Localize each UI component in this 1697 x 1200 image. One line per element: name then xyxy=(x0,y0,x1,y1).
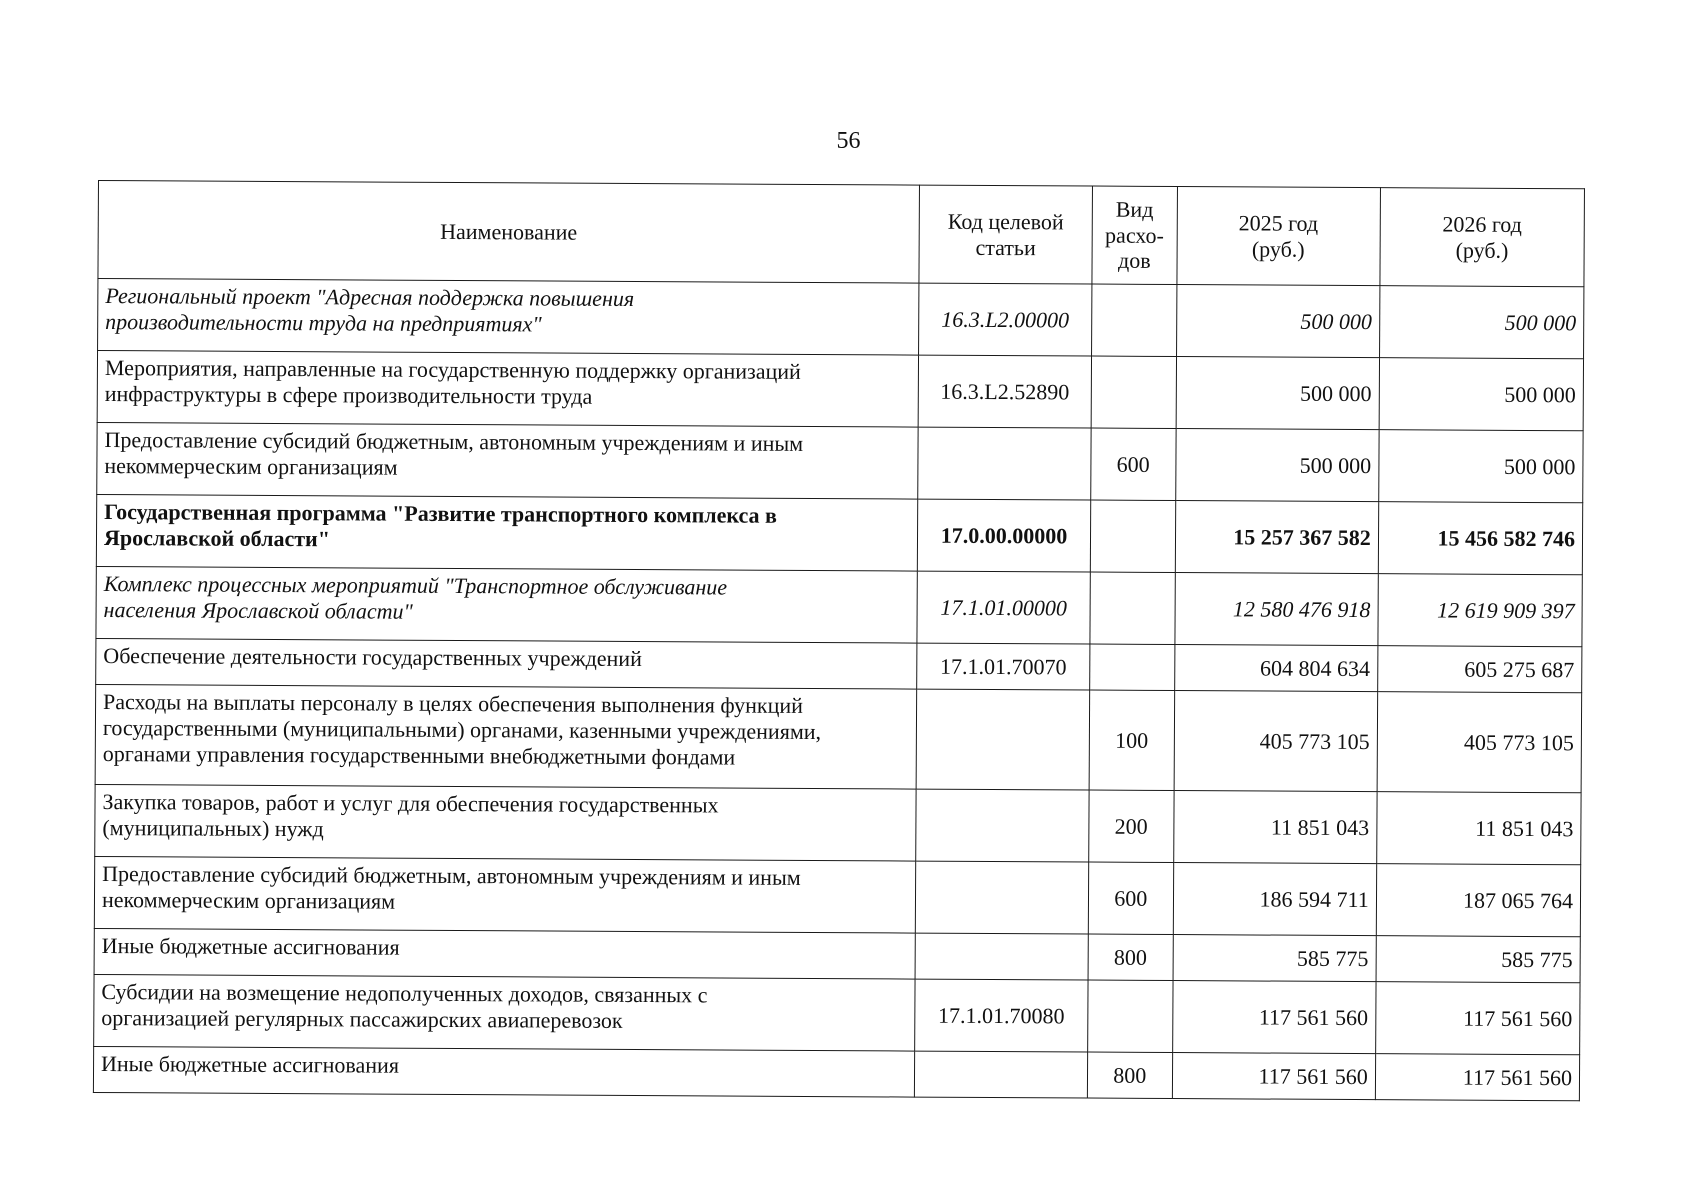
table-row xyxy=(97,351,1583,431)
table-body xyxy=(93,279,1584,1101)
row-name: Комплекс процессных мероприятий "Транспортное обслуживание населения Ярославской области" xyxy=(96,566,917,643)
row-amount-2026: 500 000 xyxy=(1378,430,1583,503)
row-name: Государственная программа "Развитие транспортного комплекса в Ярославской области" xyxy=(96,494,917,571)
row-name: Предоставление субсидий бюджетным, автономным учреждениям и иным некоммерческим организациям xyxy=(97,422,918,499)
row-expense-type xyxy=(1090,644,1175,690)
row-amount-2025: 186 594 711 xyxy=(1173,863,1377,936)
row-expense-type: 600 xyxy=(1091,428,1176,500)
row-code: 17.0.00.00000 xyxy=(917,499,1090,572)
row-code xyxy=(916,789,1089,862)
budget-table xyxy=(93,180,1585,1101)
row-amount-2026: 117 561 560 xyxy=(1375,1054,1580,1101)
row-amount-2025: 405 773 105 xyxy=(1174,691,1378,792)
row-amount-2026: 15 456 582 746 xyxy=(1378,502,1583,575)
row-amount-2025: 117 561 560 xyxy=(1172,981,1376,1054)
row-code xyxy=(918,427,1091,500)
table-row xyxy=(94,928,1580,982)
row-code xyxy=(915,861,1088,934)
row-code: 16.3.L2.00000 xyxy=(919,283,1092,356)
row-amount-2025: 500 000 xyxy=(1176,285,1380,358)
table-row xyxy=(96,494,1582,574)
row-code xyxy=(915,933,1088,980)
row-amount-2025: 585 775 xyxy=(1173,935,1376,982)
row-amount-2025: 117 561 560 xyxy=(1172,1053,1375,1100)
table-row xyxy=(96,638,1582,692)
row-code: 16.3.L2.52890 xyxy=(918,355,1091,428)
table-row xyxy=(93,1046,1579,1100)
row-amount-2026: 605 275 687 xyxy=(1377,646,1582,693)
row-amount-2026: 500 000 xyxy=(1379,358,1584,431)
page-number: 56 xyxy=(836,128,861,154)
table-row xyxy=(95,784,1581,864)
header-name: Наименование xyxy=(98,181,920,284)
header-year-2026: 2026 год (руб.) xyxy=(1380,188,1585,287)
row-expense-type: 600 xyxy=(1088,862,1173,934)
row-code xyxy=(916,689,1090,790)
row-expense-type xyxy=(1088,980,1173,1052)
row-expense-type: 100 xyxy=(1089,690,1174,790)
row-name: Закупка товаров, работ и услуг для обеспечения государственных (муниципальных) нужд xyxy=(95,784,916,861)
row-amount-2026: 117 561 560 xyxy=(1375,982,1580,1055)
row-name: Субсидии на возмещение недополученных доходов, связанных с организацией регулярных пассажирских авиаперевозок xyxy=(94,974,915,1051)
row-expense-type xyxy=(1092,284,1177,356)
header-code: Код целевой статьи xyxy=(919,185,1093,284)
row-code: 17.1.01.70080 xyxy=(915,979,1088,1052)
row-name: Региональный проект "Адресная поддержка повышения производительности труда на предприятиях" xyxy=(98,279,919,356)
row-expense-type: 200 xyxy=(1089,790,1174,862)
row-amount-2026: 405 773 105 xyxy=(1377,692,1582,793)
table-row xyxy=(98,279,1584,359)
row-code: 17.1.01.00000 xyxy=(917,571,1090,644)
header-expense-type: Вид расхо- дов xyxy=(1092,186,1177,284)
row-expense-type: 800 xyxy=(1088,934,1173,980)
header-year-2025: 2025 год (руб.) xyxy=(1176,187,1380,286)
row-amount-2025: 11 851 043 xyxy=(1173,791,1377,864)
row-expense-type xyxy=(1090,572,1175,644)
row-amount-2025: 500 000 xyxy=(1176,357,1380,430)
row-amount-2025: 604 804 634 xyxy=(1174,645,1377,692)
table-row xyxy=(94,856,1580,936)
table-row xyxy=(94,974,1580,1054)
row-name: Мероприятия, направленные на государственную поддержку организаций инфраструктуры в сфере производительности труда xyxy=(97,351,918,428)
row-amount-2025: 12 580 476 918 xyxy=(1174,573,1378,646)
row-name: Иные бюджетные ассигнования xyxy=(93,1046,914,1097)
row-code xyxy=(914,1051,1087,1098)
row-amount-2026: 11 851 043 xyxy=(1376,792,1581,865)
table-row xyxy=(97,422,1583,502)
table-header-row xyxy=(98,181,1585,287)
row-name: Обеспечение деятельности государственных учреждений xyxy=(96,638,917,689)
row-code: 17.1.01.70070 xyxy=(917,643,1090,690)
row-amount-2025: 500 000 xyxy=(1175,429,1379,502)
row-amount-2026: 585 775 xyxy=(1376,936,1581,983)
row-amount-2026: 12 619 909 397 xyxy=(1378,574,1583,647)
table-row xyxy=(96,566,1582,646)
row-name: Иные бюджетные ассигнования xyxy=(94,928,915,979)
table-row xyxy=(95,684,1582,792)
row-expense-type: 800 xyxy=(1087,1052,1172,1098)
row-amount-2026: 500 000 xyxy=(1379,286,1584,359)
row-amount-2026: 187 065 764 xyxy=(1376,864,1581,937)
row-amount-2025: 15 257 367 582 xyxy=(1175,501,1379,574)
row-name: Предоставление субсидий бюджетным, автономным учреждениям и иным некоммерческим организациям xyxy=(94,856,915,933)
row-expense-type xyxy=(1090,500,1175,572)
row-name: Расходы на выплаты персоналу в целях обеспечения выполнения функций государственными (муниципальными) органами, казенными учреждениями, органами управления государственными внебюджетными фондами xyxy=(95,684,917,789)
row-expense-type xyxy=(1091,356,1176,428)
